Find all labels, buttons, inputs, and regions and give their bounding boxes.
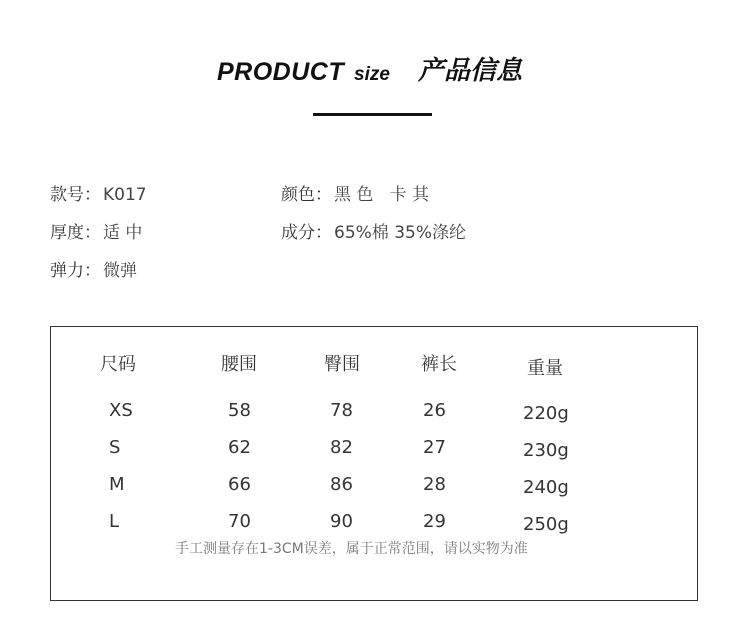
table-cell: 62 [228, 437, 251, 458]
header-weight: 重量 [527, 358, 563, 379]
table-cell: 70 [228, 511, 251, 532]
header-hip: 臀围 [324, 354, 360, 375]
table-cell: 220g [523, 403, 569, 424]
material-label: 成分： [281, 223, 332, 243]
material-row [281, 218, 466, 243]
material-value: 65%棉 35%涤纶 [334, 223, 466, 243]
table-cell: S [109, 437, 121, 458]
table-cell: 250g [523, 514, 569, 535]
table-cell: 82 [330, 437, 353, 458]
table-cell: L [109, 511, 120, 532]
table-cell: 230g [523, 440, 569, 461]
table-cell: 28 [423, 474, 446, 495]
heading-underline [313, 113, 432, 116]
elasticity-row [50, 256, 137, 281]
heading-title-cn: 产品信息 [418, 56, 523, 86]
style-number-row [50, 180, 147, 205]
page-heading [0, 44, 745, 94]
elasticity-label: 弹力： [50, 261, 101, 281]
style-number-label: 款号： [50, 185, 101, 205]
style-number-value: K017 [103, 185, 147, 205]
table-cell: 26 [423, 400, 446, 421]
table-cell: 86 [330, 474, 353, 495]
table-cell: 90 [330, 511, 353, 532]
table-cell: 27 [423, 437, 446, 458]
table-cell: 29 [423, 511, 446, 532]
table-cell: 78 [330, 400, 353, 421]
heading-title-en: PRODUCT [217, 58, 345, 86]
thickness-row [50, 218, 142, 243]
thickness-value: 适 中 [103, 223, 143, 243]
table-cell: XS [109, 400, 133, 421]
header-size: 尺码 [100, 354, 136, 375]
measurement-note: 手工测量存在1-3CM误差，属于正常范围，请以实物为准 [175, 541, 528, 557]
header-length: 裤长 [421, 354, 457, 375]
heading-title-en-sub: size [354, 64, 390, 85]
header-waist: 腰围 [221, 354, 257, 375]
color-label: 颜色： [281, 185, 332, 205]
size-table [50, 326, 698, 601]
color-value: 黑 色 卡 其 [334, 185, 430, 205]
table-cell: 66 [228, 474, 251, 495]
color-row [281, 180, 429, 205]
table-cell: 58 [228, 400, 251, 421]
table-cell: 240g [523, 477, 569, 498]
elasticity-value: 微弹 [103, 261, 137, 281]
thickness-label: 厚度： [50, 223, 101, 243]
table-cell: M [109, 474, 125, 495]
